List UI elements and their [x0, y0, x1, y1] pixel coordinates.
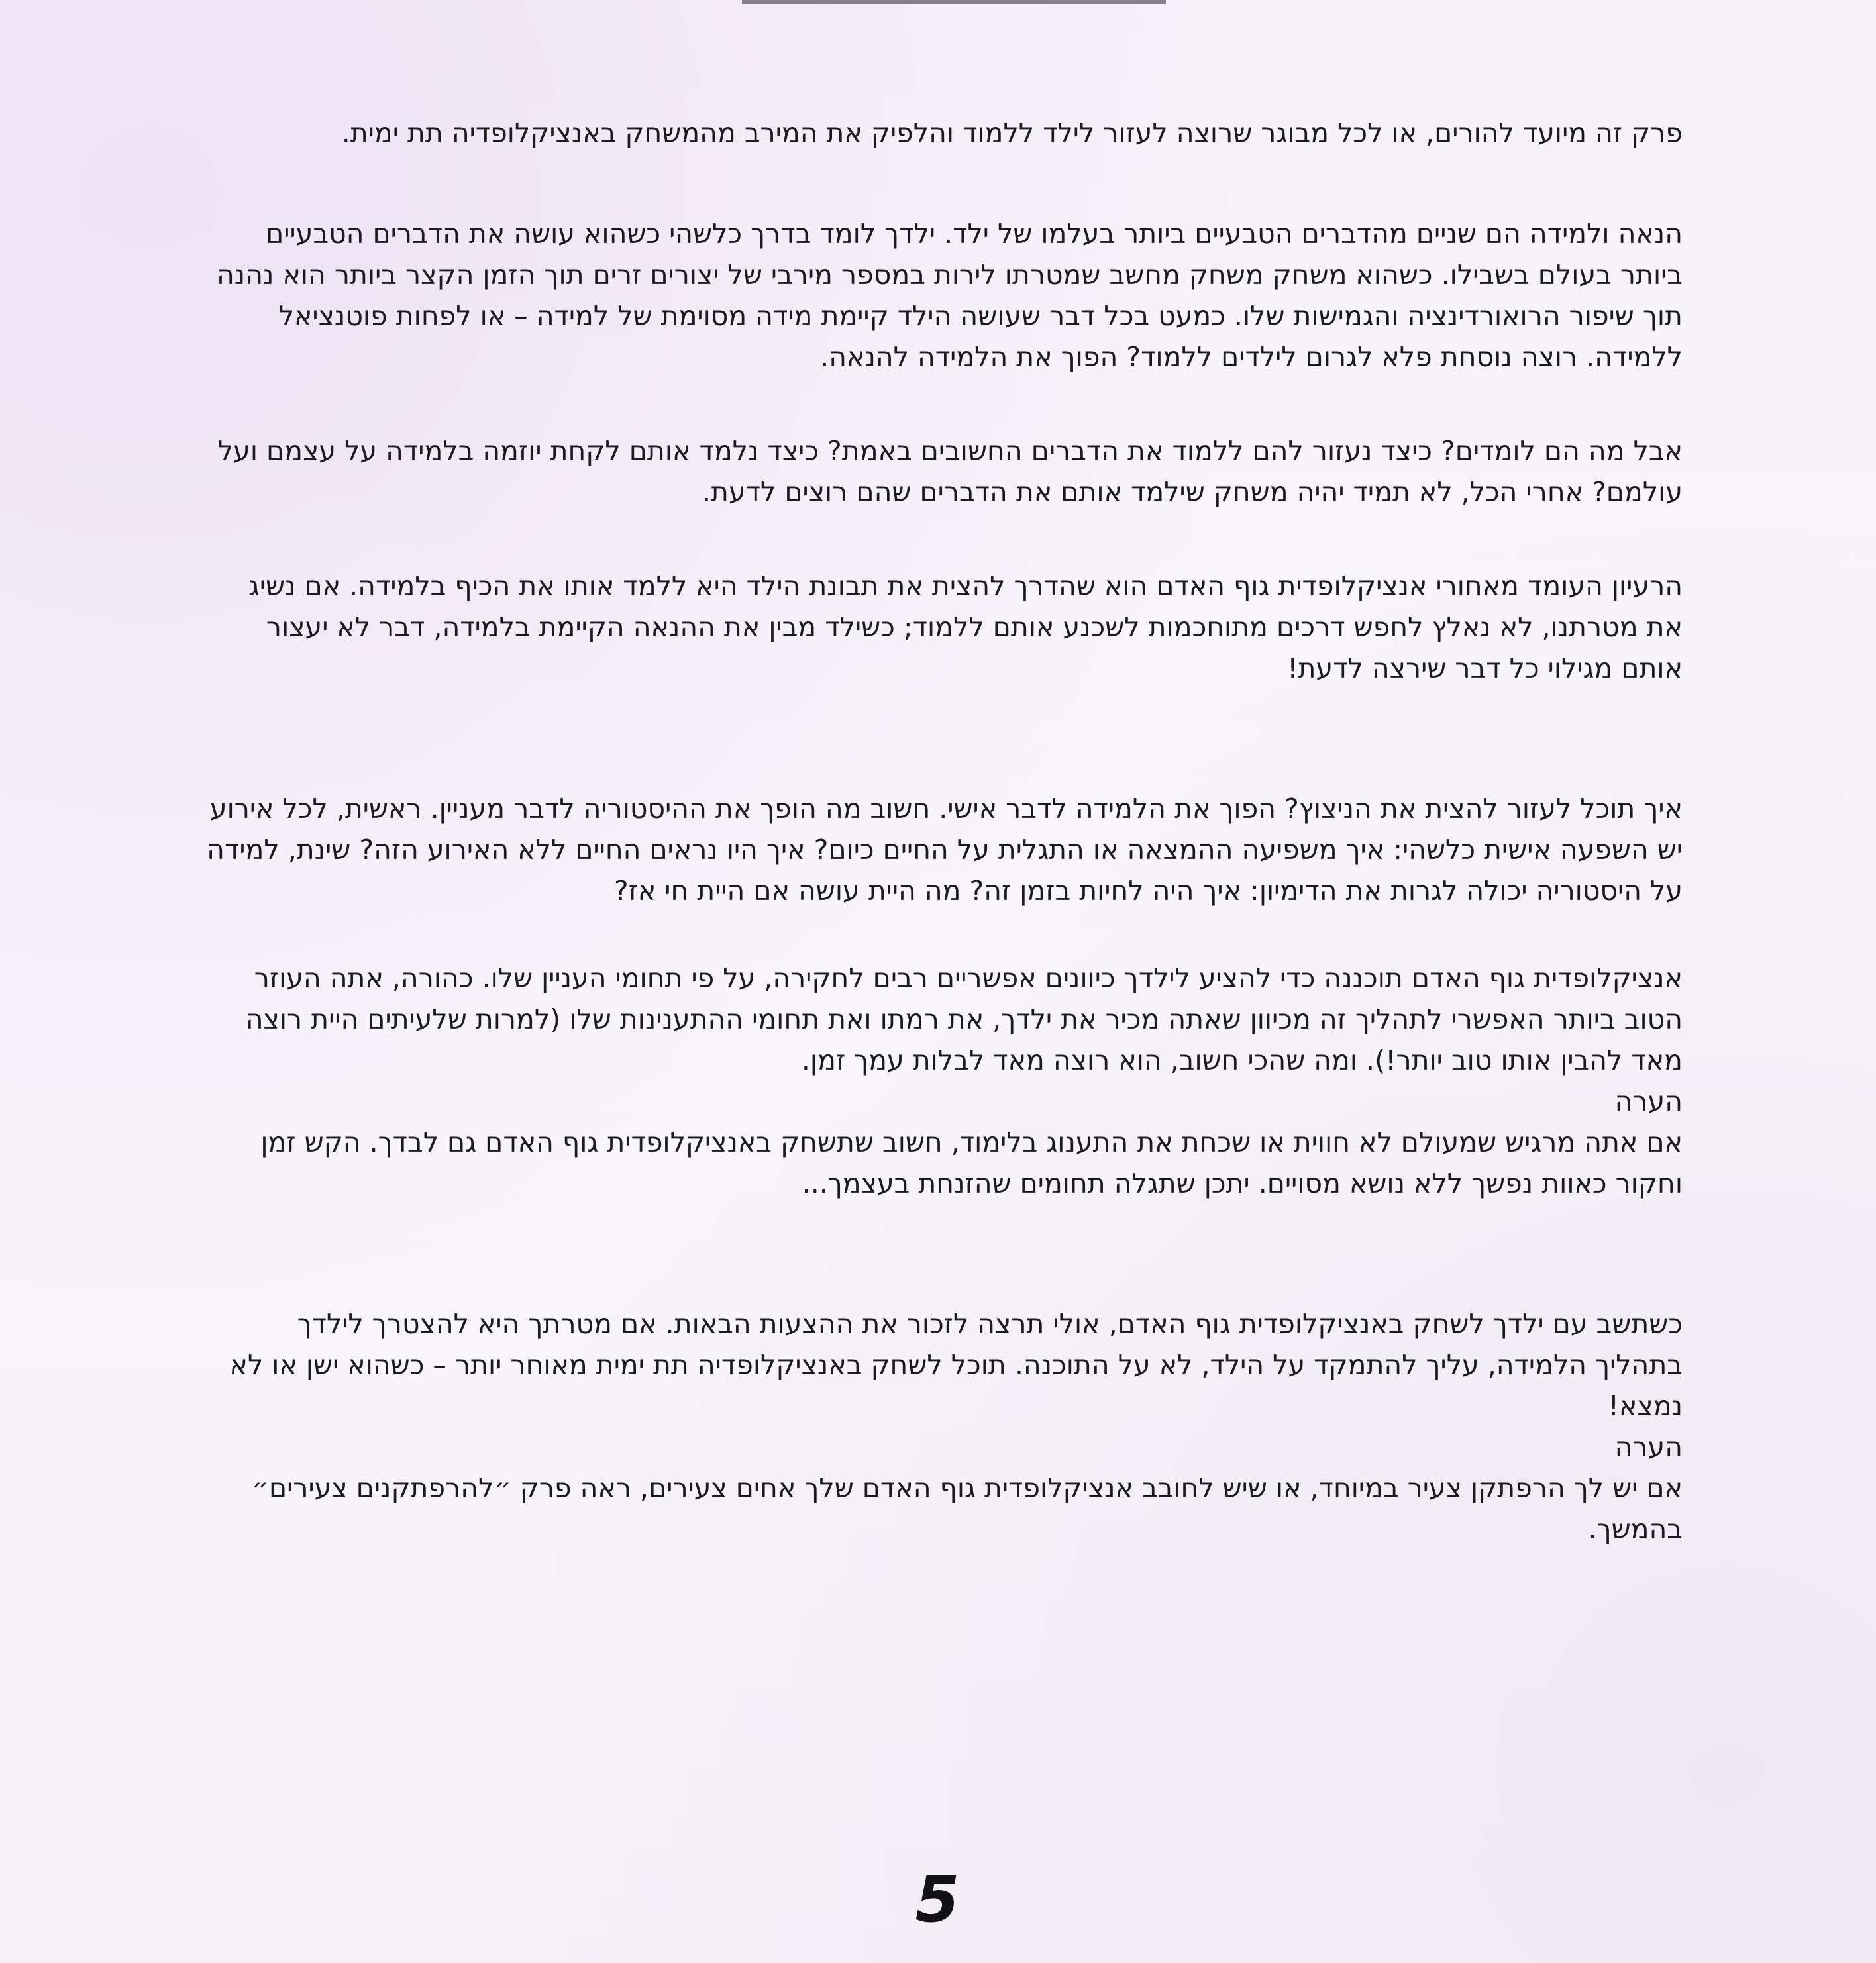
- note-paragraph-2: אם יש לך הרפתקן צעיר במיוחד, או שיש לחובב אנציקלופדית גוף האדם שלך אחים צעירים, ראה פרק ״להרפתקנים צעירים״ בהמשך.: [251, 1472, 1683, 1545]
- note-paragraph-1: אם אתה מרגיש שמעולם לא חווית או שכחת את התענוג בלימוד, חשוב שתשחק באנציקלופדית גוף האדם גם לבדך. הקש זמן וחקור כאוות נפשך ללא נושא מסויים. יתכן שתגלה תחומים שהזנחת בעצמך...: [260, 1127, 1683, 1199]
- note-label-1: הערה: [1614, 1085, 1683, 1117]
- intro-paragraph: פרק זה מיועד להורים, או לכל מבוגר שרוצה לעזור לילד ללמוד והלפיק את המירב מהמשחק באנציקלופדיה תת ימית.: [341, 117, 1683, 149]
- page-number: 5: [915, 1862, 960, 1937]
- paragraph-fun-and-learning: הנאה ולמידה הם שניים מהדברים הטבעיים ביותר בעלמו של ילד. ילדך לומד בדרך כלשהי כשהוא עושה את הדברים הטבעיים ביותר בעולם בשבילו. כשהוא משחק משחק מחשב שמטרתו לירות במספר מירבי של יצורים זרים תוך הזמן הקצר ביותר הוא נהנה תוך שיפור הרואורדינציה והגמישות שלו. כמעט בכל דבר שעושה הילד קיימת מידה מסוימת של למידה – או לפחות פוטנציאל ללמידה. רוצה נוסחת פלא לגרום לילדים ללמוד? הפוך את הלמידה להנאה.: [217, 218, 1683, 373]
- note-label-2: הערה: [1614, 1431, 1683, 1463]
- paragraph-main-idea: הרעיון העומד מאחורי אנציקלופדית גוף האדם הוא שהדרך להצית את תבונת הילד היא ללמד אותו את הכיף בלמידה. אם נשיג את מטרתנו, לא נאלץ לחפש דרכים מתוחכמות לשכנע אותם ללמוד; כשילד מבין את ההנאה הקיימת בלמידה, דבר לא יעצור אותם מגילוי כל דבר שירצה לדעת!: [248, 570, 1683, 684]
- paragraph-what-they-learn: אבל מה הם לומדים? כיצד נעזור להם ללמוד את הדברים החשובים באמת? כיצד נלמד אותם לקחת יוזמה בלמידה על עצמם ועל עולמם? אחרי הכל, לא תמיד יהיה משחק שילמד אותם את הדברים שהם רוצים לדעת.: [217, 435, 1683, 508]
- paragraph-encyclopedia-design: אנציקלופדית גוף האדם תוכננה כדי להציע לילדך כיוונים אפשריים רבים לחקירה, על פי תחומי העניין שלו. כהורה, אתה העוזר הטוב ביותר האפשרי לתהליך זה מכיוון שאתה מכיר את ילדך, את רמתו ואת תחומי ההתענינות שלו (למרות שלעיתים היית רוצה מאד להבין אותו טוב יותר!). ומה שהכי חשוב, הוא רוצה מאד לבלות עמך זמן.: [245, 962, 1683, 1076]
- top-edge-mark: [742, 0, 1166, 4]
- paragraph-spark: איך תוכל לעזור להצית את הניצוץ? הפוך את הלמידה לדבר אישי. חשוב מה הופך את ההיסטוריה לדבר מעניין. ראשית, לכל אירוע יש השפעה אישית כלשהי: איך משפיעה ההמצאה או התגלית על החיים כיום? איך היו נראים החיים ללא האירוע הזה? שינת, למידה על היסטוריה יכולה לגרות את הדימיון: איך היה לחיות בזמן זה? מה היית עושה אם היית חי אז?: [207, 793, 1683, 907]
- body-text: [205, 113, 1683, 1550]
- paragraph-playing-together: כשתשב עם ילדך לשחק באנציקלופדית גוף האדם, אולי תרצה לזכור את ההצעות הבאות. אם מטרתך היא להצטרך לילדך בתהליך הלמידה, עליך להתמקד על הילד, לא על התוכנה. תוכל לשחק באנציקלופדיה תת ימית מאוחר יותר – כשהוא ישן או לא נמצא!: [229, 1308, 1683, 1422]
